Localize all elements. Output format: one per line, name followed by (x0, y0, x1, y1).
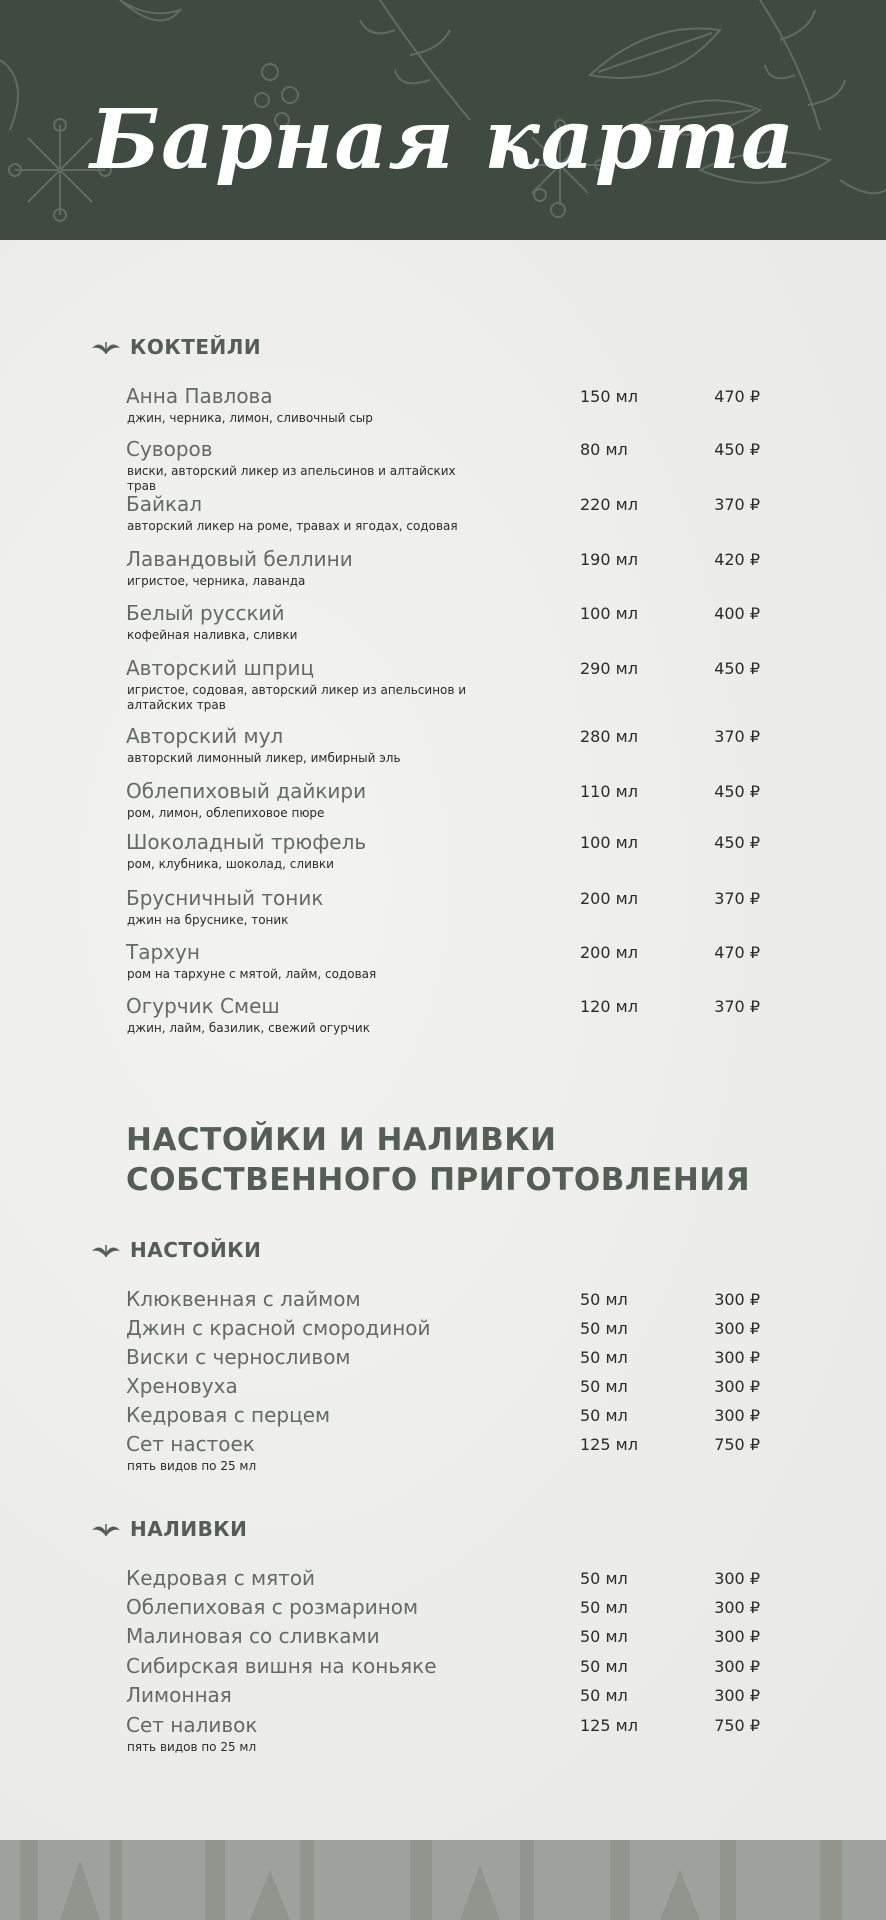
item-volume: 50 мл (580, 1348, 628, 1367)
item-description: ром, клубника, шоколад, сливки (127, 857, 334, 871)
item-volume: 125 мл (580, 1435, 638, 1454)
homemade-heading: НАСТОЙКИ И НАЛИВКИ СОБСТВЕННОГО ПРИГОТОВЛЕНИЯ (126, 1122, 751, 1198)
item-price: 300 ₽ (714, 1377, 760, 1396)
item-price: 420 ₽ (714, 550, 760, 569)
section-title: НАЛИВКИ (130, 1517, 248, 1541)
item-name: Кедровая с перцем (126, 1403, 331, 1427)
item-volume: 220 мл (580, 495, 638, 514)
item-price: 300 ₽ (714, 1406, 760, 1425)
item-price: 450 ₽ (714, 440, 760, 459)
item-name: Шоколадный трюфель (126, 830, 367, 854)
item-description: игристое, содовая, авторский ликер из апельсинов и алтайских трав (127, 683, 467, 712)
item-price: 400 ₽ (714, 604, 760, 623)
item-price: 470 ₽ (714, 943, 760, 962)
item-name: Клюквенная с лаймом (126, 1287, 361, 1311)
section-title: НАСТОЙКИ (130, 1238, 262, 1262)
item-name: Сибирская вишня на коньяке (126, 1654, 437, 1678)
item-description: кофейная наливка, сливки (127, 628, 298, 642)
item-volume: 50 мл (580, 1569, 628, 1588)
item-description: игристое, черника, лаванда (127, 574, 306, 588)
item-price: 300 ₽ (714, 1569, 760, 1588)
item-name: Облепиховый дайкири (126, 779, 367, 803)
item-volume: 280 мл (580, 727, 638, 746)
item-price: 370 ₽ (714, 997, 760, 1016)
item-price: 450 ₽ (714, 659, 760, 678)
leaf-icon (90, 1241, 122, 1259)
item-name: Авторский шприц (126, 656, 315, 680)
item-price: 470 ₽ (714, 387, 760, 406)
item-volume: 50 мл (580, 1377, 628, 1396)
item-description: авторский ликер на роме, травах и ягодах, содовая (127, 519, 458, 533)
item-price: 300 ₽ (714, 1319, 760, 1338)
item-price: 300 ₽ (714, 1686, 760, 1705)
footer-forest-band (0, 1840, 886, 1920)
item-description: джин, лайм, базилик, свежий огурчик (127, 1021, 370, 1035)
item-description: ром, лимон, облепиховое пюре (127, 806, 325, 820)
item-name: Сет наливок (126, 1713, 258, 1737)
item-description: джин, черника, лимон, сливочный сыр (127, 411, 373, 425)
item-name: Белый русский (126, 601, 285, 625)
section-title: КОКТЕЙЛИ (130, 335, 262, 359)
section-nalivki-heading (90, 1517, 247, 1541)
item-name: Виски с черносливом (126, 1345, 351, 1369)
item-name: Тархун (126, 940, 200, 964)
page-title: Барная карта (90, 92, 796, 188)
item-volume: 50 мл (580, 1290, 628, 1309)
item-volume: 150 мл (580, 387, 638, 406)
item-price: 750 ₽ (714, 1716, 760, 1735)
item-name: Брусничный тоник (126, 886, 324, 910)
item-price: 370 ₽ (714, 495, 760, 514)
item-name: Малиновая со сливками (126, 1624, 380, 1648)
item-volume: 125 мл (580, 1716, 638, 1735)
item-price: 300 ₽ (714, 1598, 760, 1617)
item-description: пять видов по 25 мл (127, 1740, 257, 1754)
item-price: 300 ₽ (714, 1657, 760, 1676)
item-name: Анна Павлова (126, 384, 273, 408)
item-name: Лавандовый беллини (126, 547, 353, 571)
item-price: 450 ₽ (714, 782, 760, 801)
leaf-icon (90, 1520, 122, 1538)
section-nastoyki-heading (90, 1238, 261, 1262)
section-cocktails-heading (90, 335, 261, 359)
item-name: Огурчик Смеш (126, 994, 280, 1018)
item-name: Облепиховая с розмарином (126, 1595, 419, 1619)
item-name: Сет настоек (126, 1432, 255, 1456)
item-volume: 50 мл (580, 1686, 628, 1705)
item-name: Авторский мул (126, 724, 284, 748)
item-volume: 190 мл (580, 550, 638, 569)
item-volume: 50 мл (580, 1598, 628, 1617)
item-volume: 110 мл (580, 782, 638, 801)
item-name: Байкал (126, 492, 203, 516)
item-name: Суворов (126, 437, 213, 461)
item-description: джин на бруснике, тоник (127, 913, 289, 927)
item-volume: 290 мл (580, 659, 638, 678)
item-price: 370 ₽ (714, 727, 760, 746)
item-volume: 50 мл (580, 1319, 628, 1338)
item-description: пять видов по 25 мл (127, 1459, 257, 1473)
item-volume: 100 мл (580, 833, 638, 852)
item-description: ром на тархуне с мятой, лайм, содовая (127, 967, 377, 981)
item-description: виски, авторский ликер из апельсинов и алтайских трав (127, 464, 456, 493)
item-price: 370 ₽ (714, 889, 760, 908)
leaf-icon (90, 338, 122, 356)
item-price: 750 ₽ (714, 1435, 760, 1454)
forest-pattern (0, 1840, 886, 1920)
item-price: 300 ₽ (714, 1627, 760, 1646)
item-name: Лимонная (126, 1683, 232, 1707)
item-volume: 50 мл (580, 1627, 628, 1646)
item-volume: 50 мл (580, 1657, 628, 1676)
item-volume: 200 мл (580, 943, 638, 962)
item-name: Хреновуха (126, 1374, 238, 1398)
item-volume: 100 мл (580, 604, 638, 623)
item-name: Кедровая с мятой (126, 1566, 316, 1590)
item-price: 450 ₽ (714, 833, 760, 852)
item-name: Джин с красной смородиной (126, 1316, 431, 1340)
item-price: 300 ₽ (714, 1348, 760, 1367)
item-volume: 80 мл (580, 440, 628, 459)
item-volume: 50 мл (580, 1406, 628, 1425)
item-description: авторский лимонный ликер, имбирный эль (127, 751, 401, 765)
item-volume: 120 мл (580, 997, 638, 1016)
item-price: 300 ₽ (714, 1290, 760, 1309)
header-banner (0, 0, 886, 240)
item-volume: 200 мл (580, 889, 638, 908)
